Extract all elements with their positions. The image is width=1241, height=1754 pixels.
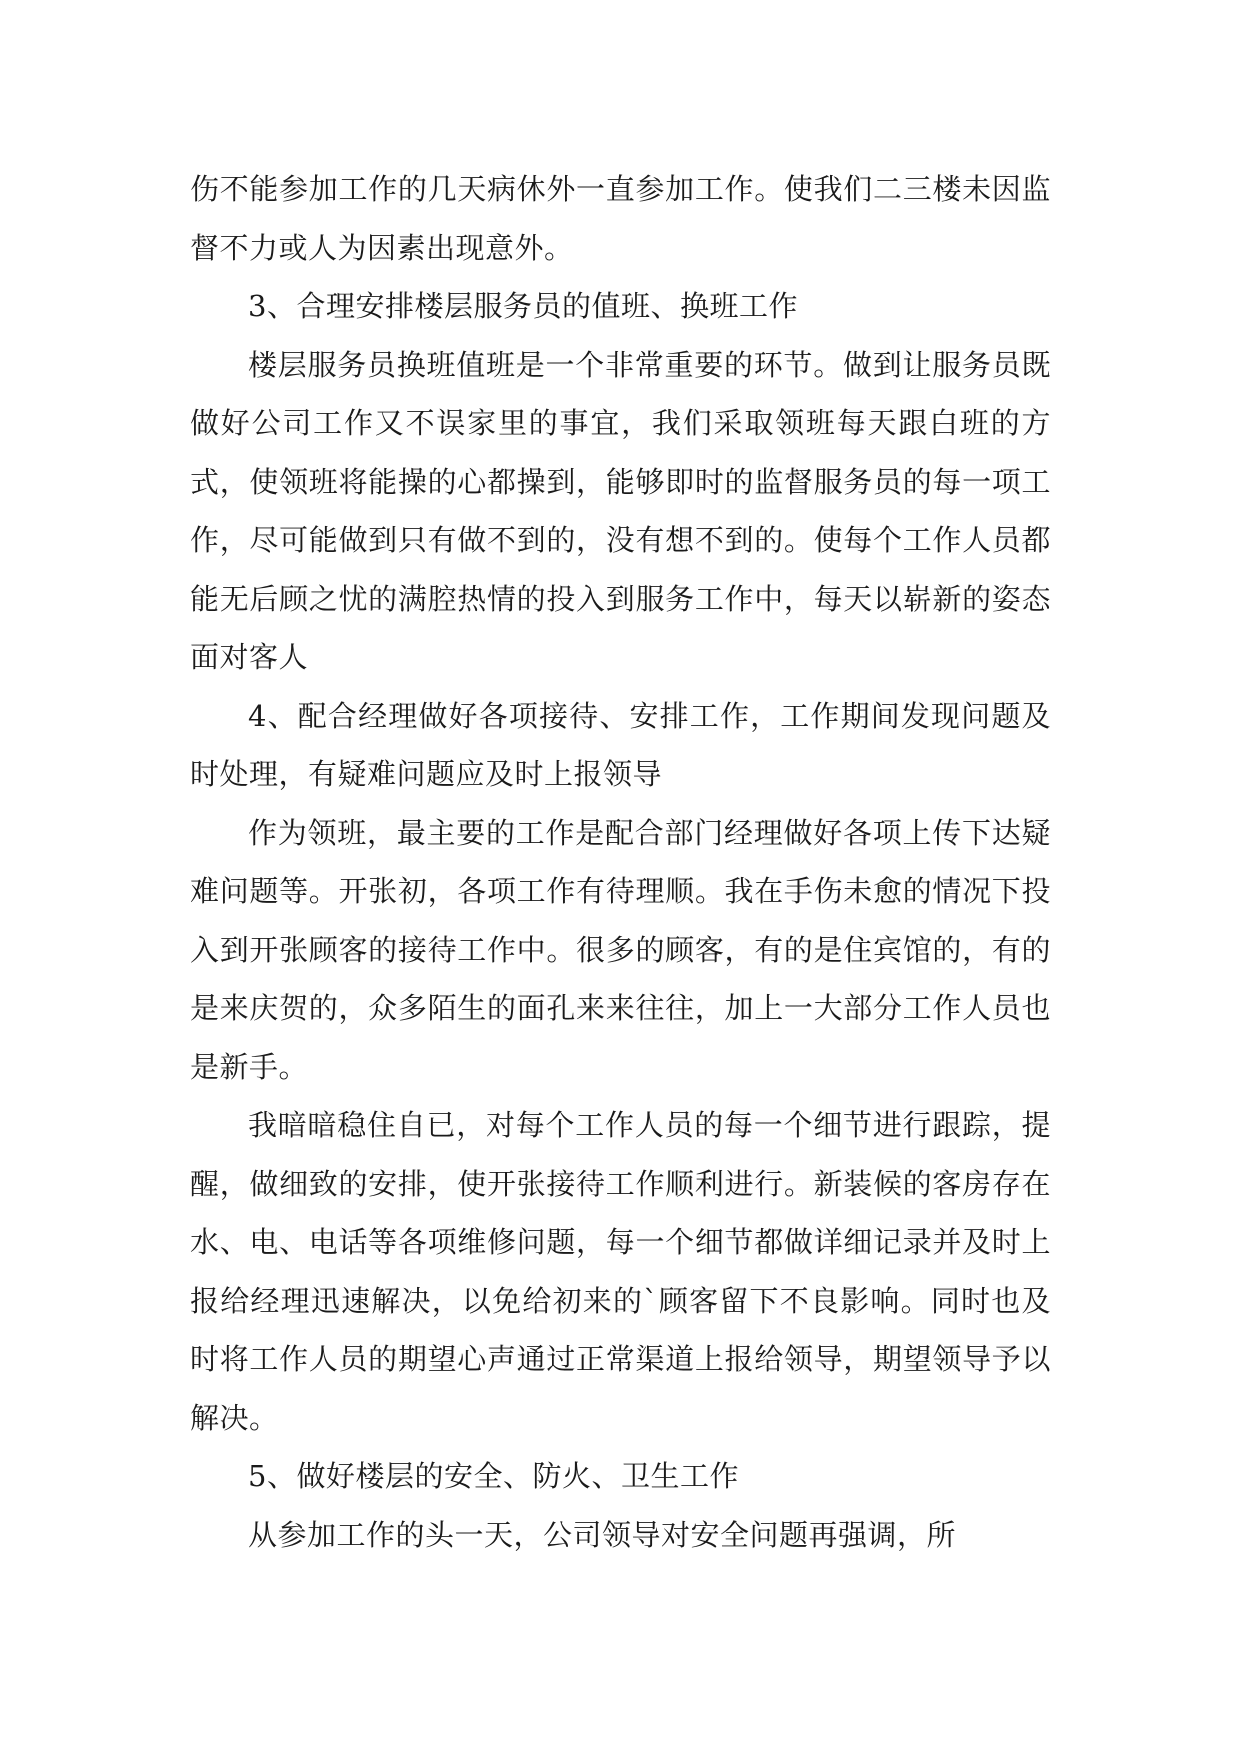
section-heading-4: 4、配合经理做好各项接待、安排工作，工作期间发现问题及时处理，有疑难问题应及时上报领导	[190, 698, 1051, 791]
paragraph-supervisor-role: 作为领班，最主要的工作是配合部门经理做好各项上传下达疑难问题等。开张初，各项工作有待理顺。我在手伤未愈的情况下投入到开张顾客的接待工作中。很多的顾客，有的是住宾馆的，有的是来庆贺的，众多陌生的面孔来来往往，加上一大部分工作人员也是新手。	[190, 815, 1051, 1084]
paragraph-safety-start: 从参加工作的头一天，公司领导对安全问题再强调，所	[248, 1517, 957, 1552]
paragraph-shift-arrangement: 楼层服务员换班值班是一个非常重要的环节。做到让服务员既做好公司工作又不误家里的事宜，我们采取领班每天跟白班的方式，使领班将能操的心都操到，能够即时的监督服务员的每一项工作，尽可能做到只有做不到的，没有想不到的。使每个工作人员都能无后顾之忧的满腔热情的投入到服务工作中，每天以崭新的姿态面对客人	[190, 347, 1051, 674]
paragraph-continuation: 伤不能参加工作的几天病休外一直参加工作。使我们二三楼未因监督不力或人为因素出现意外。	[190, 172, 1051, 265]
paragraph-opening-reception: 我暗暗稳住自已，对每个工作人员的每一个细节进行跟踪，提醒，做细致的安排，使开张接待工作顺利进行。新装候的客房存在水、电、电话等各项维修问题，每一个细节都做详细记录并及时上报给经理迅速解决，以免给初来的`顾客留下不良影响。同时也及时将工作人员的期望心声通过正常渠道上报给领导，期望领导予以解决。	[190, 1108, 1051, 1435]
section-heading-3: 3、合理安排楼层服务员的值班、换班工作	[248, 289, 798, 323]
document-body	[190, 160, 1051, 1564]
section-heading-5: 5、做好楼层的安全、防火、卫生工作	[248, 1459, 739, 1493]
